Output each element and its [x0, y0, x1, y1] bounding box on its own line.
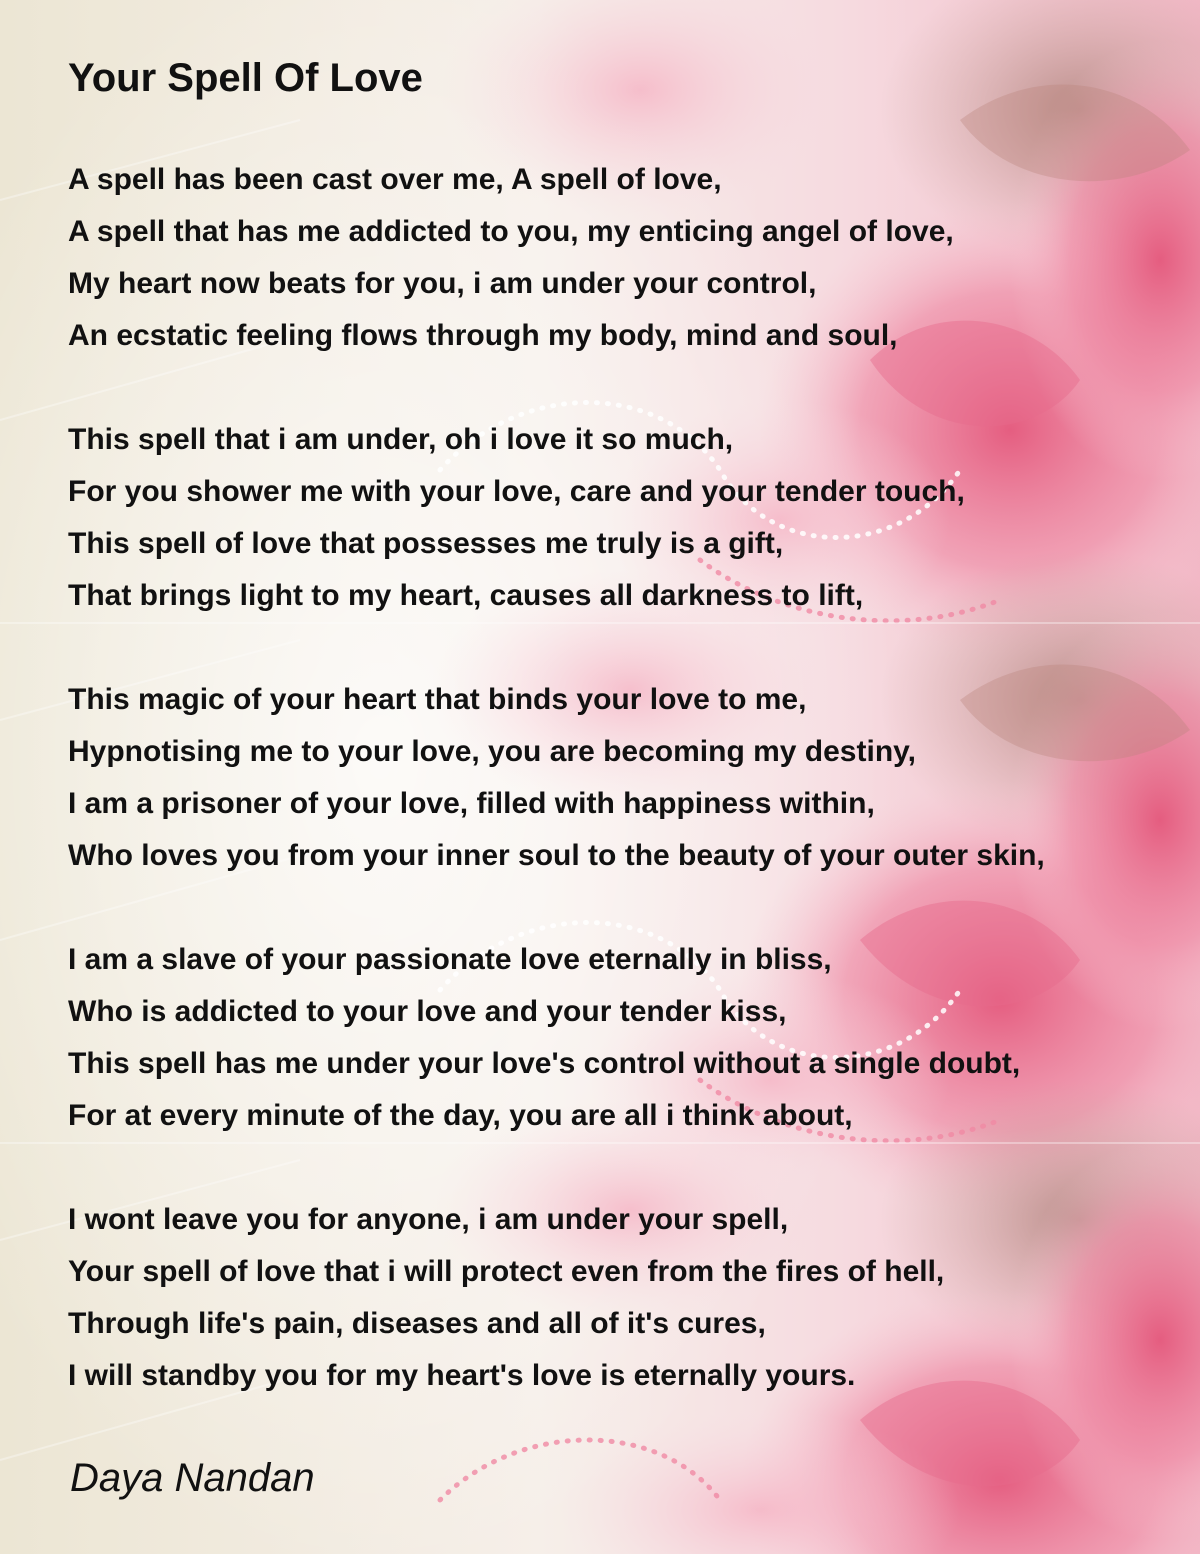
poem-line: For you shower me with your love, care and your tender touch,	[68, 475, 965, 508]
poem-line: I am a prisoner of your love, filled with happiness within,	[68, 787, 875, 820]
stanza	[68, 934, 1188, 1142]
stanza	[68, 674, 1188, 882]
poem-line: Through life's pain, diseases and all of it's cures,	[68, 1307, 766, 1340]
poem-line: That brings light to my heart, causes all darkness to lift,	[68, 579, 864, 612]
poem-author: Daya Nandan	[70, 1456, 315, 1500]
poem-line: For at every minute of the day, you are all i think about,	[68, 1099, 853, 1132]
poem-line: A spell that has me addicted to you, my enticing angel of love,	[68, 215, 954, 248]
poem-line: My heart now beats for you, i am under your control,	[68, 267, 817, 300]
stanza	[68, 1194, 1188, 1402]
poem-line: A spell has been cast over me, A spell of love,	[68, 163, 722, 196]
poem-line: This spell has me under your love's control without a single doubt,	[68, 1047, 1021, 1080]
poem-line: Hypnotising me to your love, you are becoming my destiny,	[68, 735, 916, 768]
poem-body	[68, 154, 1188, 1454]
poem-line: Your spell of love that i will protect even from the fires of hell,	[68, 1255, 945, 1288]
poem-line: Who loves you from your inner soul to the beauty of your outer skin,	[68, 839, 1045, 872]
poem-line: I am a slave of your passionate love eternally in bliss,	[68, 943, 832, 976]
stanza	[68, 154, 1188, 362]
poem-line: Who is addicted to your love and your tender kiss,	[68, 995, 787, 1028]
poem-line: I wont leave you for anyone, i am under your spell,	[68, 1203, 789, 1236]
poem-title: Your Spell Of Love	[68, 56, 423, 100]
poem-line: I will standby you for my heart's love is eternally yours.	[68, 1359, 856, 1392]
stanza	[68, 414, 1188, 622]
poem-line: This spell that i am under, oh i love it so much,	[68, 423, 734, 456]
poem-line: This magic of your heart that binds your love to me,	[68, 683, 807, 716]
poem-line: An ecstatic feeling flows through my body, mind and soul,	[68, 319, 898, 352]
poem-line: This spell of love that possesses me truly is a gift,	[68, 527, 784, 560]
